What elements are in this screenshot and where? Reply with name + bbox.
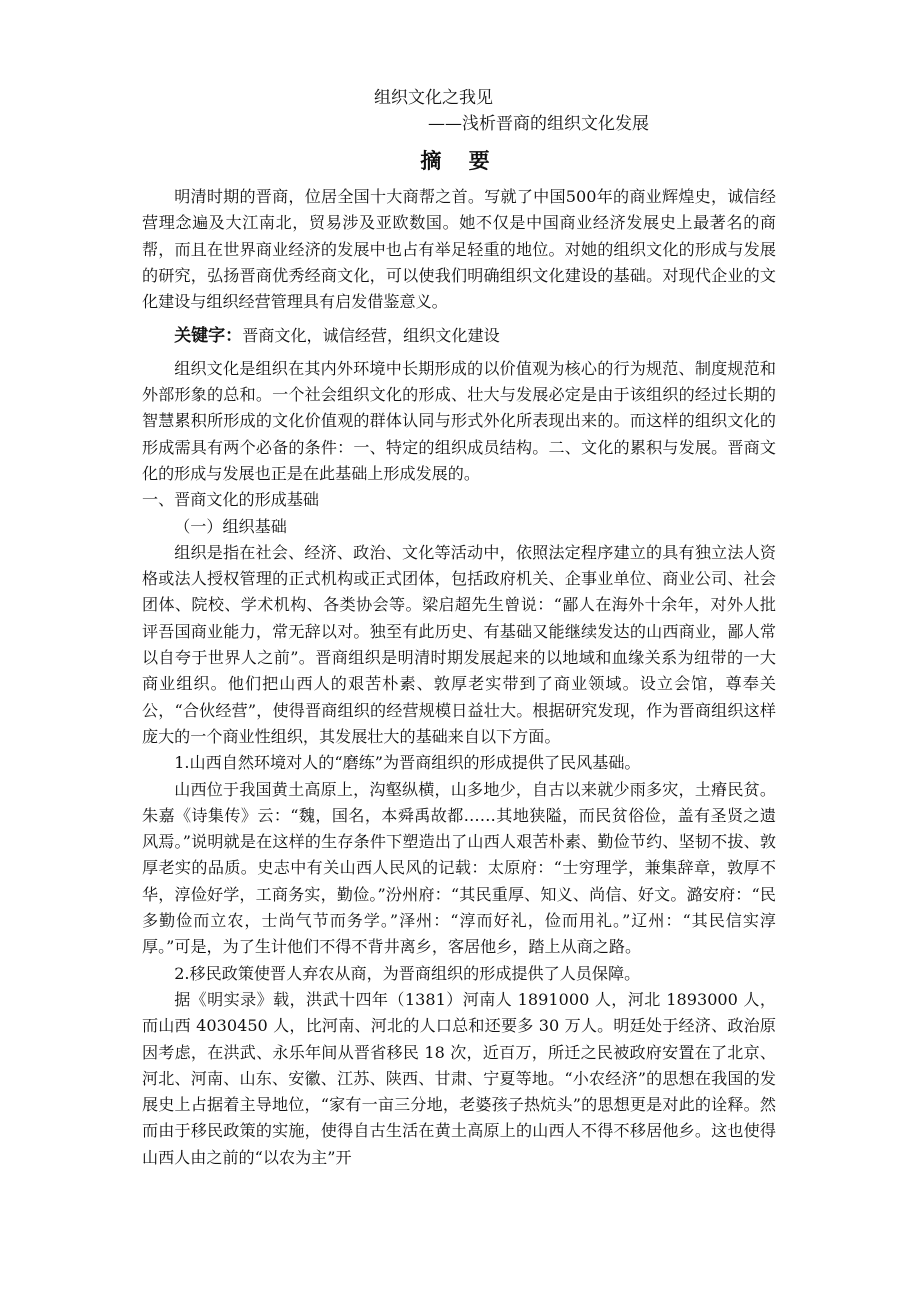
keywords-label: 关键字： <box>174 326 243 347</box>
document-body <box>142 184 776 1171</box>
subsection-heading: （一）组织基础 <box>174 516 287 536</box>
document-title: 组织文化之我见 <box>374 88 493 108</box>
keywords-line <box>142 323 776 349</box>
keywords-text: 晋商文化，诚信经营，组织文化建设 <box>242 326 500 346</box>
section-heading: 一、晋商文化的形成基础 <box>142 490 320 510</box>
document-subtitle: ——浅析晋商的组织文化发展 <box>428 114 649 134</box>
environment-paragraph: 山西位于我国黄土高原上，沟壑纵横，山多地少，自古以来就少雨多灾，土瘠民贫。朱嘉《诗集传》云：“魏，国名，本舜禹故都……其地狭隘，而民贫俗俭，盖有圣贤之遗风焉。”说明就是在这样的生存条件下塑造出了山西人艰苦朴素、勤俭节约、坚韧不拔、敦厚老实的品质。史志中有关山西人民风的记载：太原府：“士穷理学，兼集辞章，敦厚不华，淳俭好学，工商务实，勤俭。”汾州府：“其民重厚、知义、尚信、好文。潞安府：“民多勤俭而立农，士尚气节而务学。”泽州：“淳而好礼，俭而用礼。”辽州：“其民信实淳厚。”可是，为了生计他们不得不背井离乡，客居他乡，踏上从商之路。 <box>142 779 776 957</box>
intro-paragraph: 组织文化是组织在其内外环境中长期形成的以价值观为核心的行为规范、制度规范和外部形象的总和。一个社会组织文化的形成、壮大与发展必定是由于该组织的经过长期的智慧累积所形成的文化价值观的群体认同与形式外化所表现出来的。而这样的组织文化的形成需具有两个必备的条件：一、特定的组织成员结构。二、文化的累积与发展。晋商文化的形成与发展也正是在此基础上形成发展的。 <box>142 358 776 483</box>
abstract-heading: 摘 要 <box>420 148 500 173</box>
abstract-paragraph: 明清时期的晋商，位居全国十大商帮之首。写就了中国500年的商业辉煌史，诚信经营理念遍及大江南北，贸易涉及亚欧数国。她不仅是中国商业经济发展史上最著名的商帮，而且在世界商业经济的发展中也占有举足轻重的地位。对她的组织文化的形成与发展的研究，弘扬晋商优秀经商文化，可以使我们明确组织文化建设的基础。对现代企业的文化建设与组织经营管理具有启发借鉴意义。 <box>142 187 776 312</box>
point-heading-1: 1.山西自然环境对人的“磨练”为晋商组织的形成提供了民风基础。 <box>174 753 641 773</box>
migration-paragraph: 据《明实录》载，洪武十四年（1381）河南人 1891000 人，河北 1893000 人，而山西 4030450 人，比河南、河北的人口总和还要多 30 万人。明廷处于经济、政治原因考虑，在洪武、永乐年间从晋省移民 18 次，近百万，所迁之民被政府安置在了北京、河北、河南、山东、安徽、江苏、陕西、甘肃、宁夏等地。“小农经济”的思想在我国的发展史上占据着主导地位，“家有一亩三分地，老婆孩子热炕头”的思想更是对此的诠释。然而由于移民政策的实施，使得自古生活在黄土高原上的山西人不得不移居他乡。这也使得山西人由之前的“以农为主”开 <box>142 989 776 1167</box>
organization-paragraph: 组织是指在社会、经济、政治、文化等活动中，依照法定程序建立的具有独立法人资格或法人授权管理的正式机构或正式团体，包括政府机关、企事业单位、商业公司、社会团体、院校、学术机构、各类协会等。梁启超先生曾说：“鄙人在海外十余年，对外人批评吾国商业能力，常无辞以对。独至有此历史、有基础又能继续发达的山西商业，鄙人常以自夸于世界人之前”。晋商组织是明清时期发展起来的以地域和血缘关系为纽带的一大商业组织。他们把山西人的艰苦朴素、敦厚老实带到了商业领域。设立会馆，尊奉关公，“合伙经营”，使得晋商组织的经营规模日益壮大。根据研究发现，作为晋商组织这样庞大的一个商业性组织，其发展壮大的基础来自以下方面。 <box>142 542 776 746</box>
point-heading-2: 2.移民政策使晋人弃农从商，为晋商组织的形成提供了人员保障。 <box>174 963 641 983</box>
